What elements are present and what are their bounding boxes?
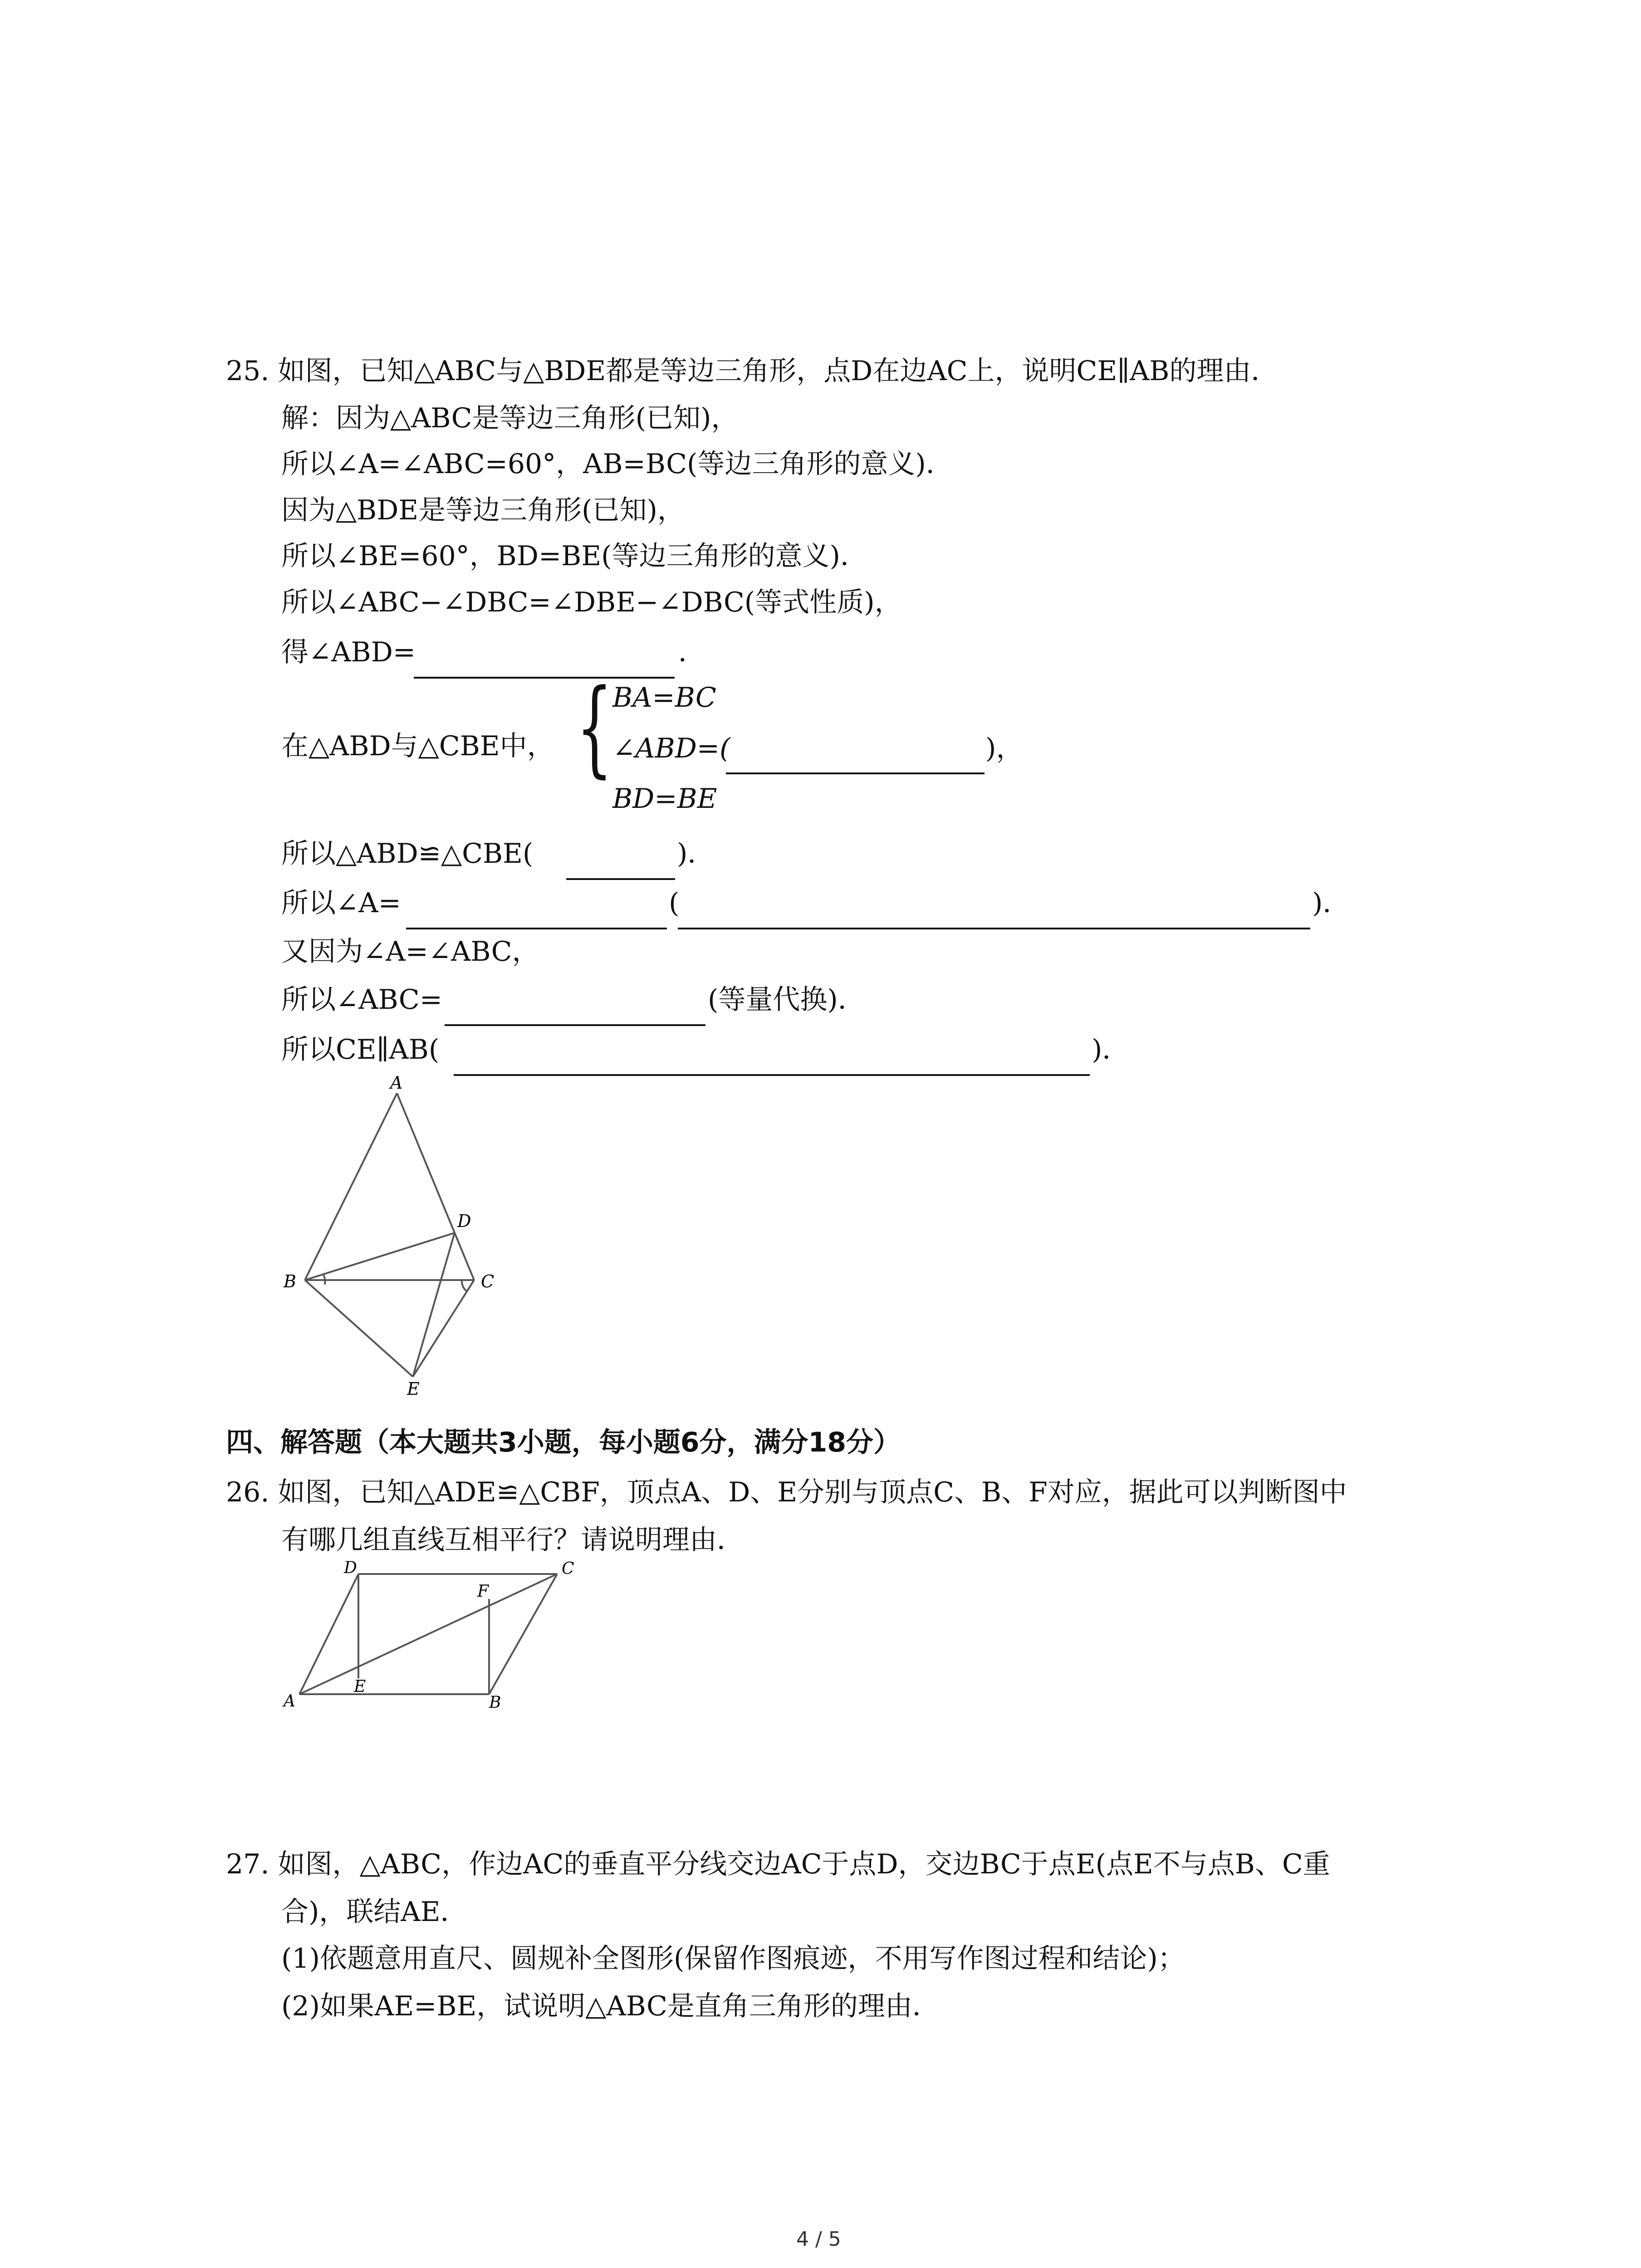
- answer-blank-angle[interactable]: [726, 745, 985, 774]
- fig25-label-c: C: [481, 1271, 495, 1291]
- q25-line-3: 因为△BDE是等边三角形(已知)，: [281, 494, 685, 526]
- system-row-1: BA=BC: [612, 682, 716, 714]
- q26-stem-line2: 有哪几组直线互相平行？请说明理由．: [281, 1524, 744, 1556]
- q25-period: ．: [678, 636, 705, 668]
- fig25-label-e: E: [407, 1379, 420, 1397]
- q27-part2: (2)如果AE=BE，试说明△ABC是直角三角形的理由．: [281, 1990, 940, 2022]
- q25-line-6: 得∠ABD=: [281, 636, 416, 668]
- fig26-label-b: B: [489, 1693, 501, 1712]
- q25-line-4: 所以∠BE=60°，BD=BE(等边三角形的意义)．: [281, 540, 867, 572]
- section4-heading: 四、解答题（本大题共3小题，每小题6分，满分18分）: [226, 1427, 901, 1458]
- fig26-label-f: F: [477, 1582, 489, 1601]
- q25-congruent: 所以△ABD≌△CBE(: [281, 838, 534, 870]
- page-number: 4 / 5: [796, 2228, 841, 2251]
- q25-system-prefix: 在△ABD与△CBE中，: [281, 730, 554, 762]
- system-row-3: BD=BE: [612, 783, 717, 815]
- fig26-label-c: C: [562, 1560, 574, 1578]
- answer-blank-angle-a[interactable]: [406, 900, 667, 929]
- answer-blank-angle-a-reason[interactable]: [678, 900, 1310, 929]
- q25-angle-a-open: (: [669, 887, 680, 919]
- q25-line-1: 解：因为△ABC是等边三角形(已知)，: [281, 402, 739, 434]
- left-brace: {: [576, 667, 613, 788]
- system-row-2: ∠ABD=(: [612, 733, 730, 764]
- q26-stem-line1: 26. 如图，已知△ADE≌△CBF，顶点A、D、E分别与顶点C、B、F对应，据此可以判断图中: [226, 1476, 1347, 1508]
- q25-parallel: 所以CE∥AB(: [281, 1034, 440, 1066]
- q25-congruent-close: )．: [677, 838, 715, 870]
- q25-stem: 25. 如图，已知△ABC与△BDE都是等边三角形，点D在边AC上，说明CE∥AB的理由．: [226, 355, 1279, 387]
- q27-part1: (1)依题意用直尺、圆规补全图形(保留作图痕迹，不用写作图过程和结论)；: [281, 1943, 1185, 1975]
- q25-line-2: 所以∠A=∠ABC=60°，AB=BC(等边三角形的意义)．: [281, 448, 953, 480]
- q25-angle-a: 所以∠A=: [281, 887, 401, 919]
- q25-parallel-close: )．: [1092, 1034, 1130, 1066]
- q27-stem-line2: 合)，联结AE．: [281, 1896, 468, 1928]
- q27-stem-line1: 27. 如图，△ABC，作边AC的垂直平分线交边AC于点D，交边BC于点E(点E不与点B、C重: [226, 1848, 1330, 1880]
- answer-blank-congruence-reason[interactable]: [566, 851, 675, 880]
- fig25-label-b: B: [284, 1271, 296, 1291]
- answer-blank-parallel-reason[interactable]: [454, 1047, 1090, 1076]
- q25-again: 又因为∠A=∠ABC，: [281, 936, 539, 968]
- q25-abc: 所以∠ABC=: [281, 984, 442, 1016]
- fig25-label-a: A: [390, 1073, 403, 1093]
- fig26-label-d: D: [344, 1560, 357, 1577]
- fig26-label-a: A: [284, 1692, 295, 1711]
- q25-figure: [272, 1070, 526, 1397]
- system-row-2-close: )，: [985, 733, 1024, 764]
- fig26-label-e: E: [354, 1677, 366, 1696]
- q26-figure: [272, 1560, 599, 1715]
- fig25-label-d: D: [457, 1211, 471, 1231]
- answer-blank-abd[interactable]: [414, 650, 675, 679]
- q25-line-5: 所以∠ABC−∠DBC=∠DBE−∠DBC(等式性质)，: [281, 587, 902, 618]
- q25-angle-a-close: )．: [1312, 887, 1350, 919]
- q25-abc-reason: (等量代换)．: [708, 984, 865, 1016]
- answer-blank-abc[interactable]: [445, 997, 705, 1026]
